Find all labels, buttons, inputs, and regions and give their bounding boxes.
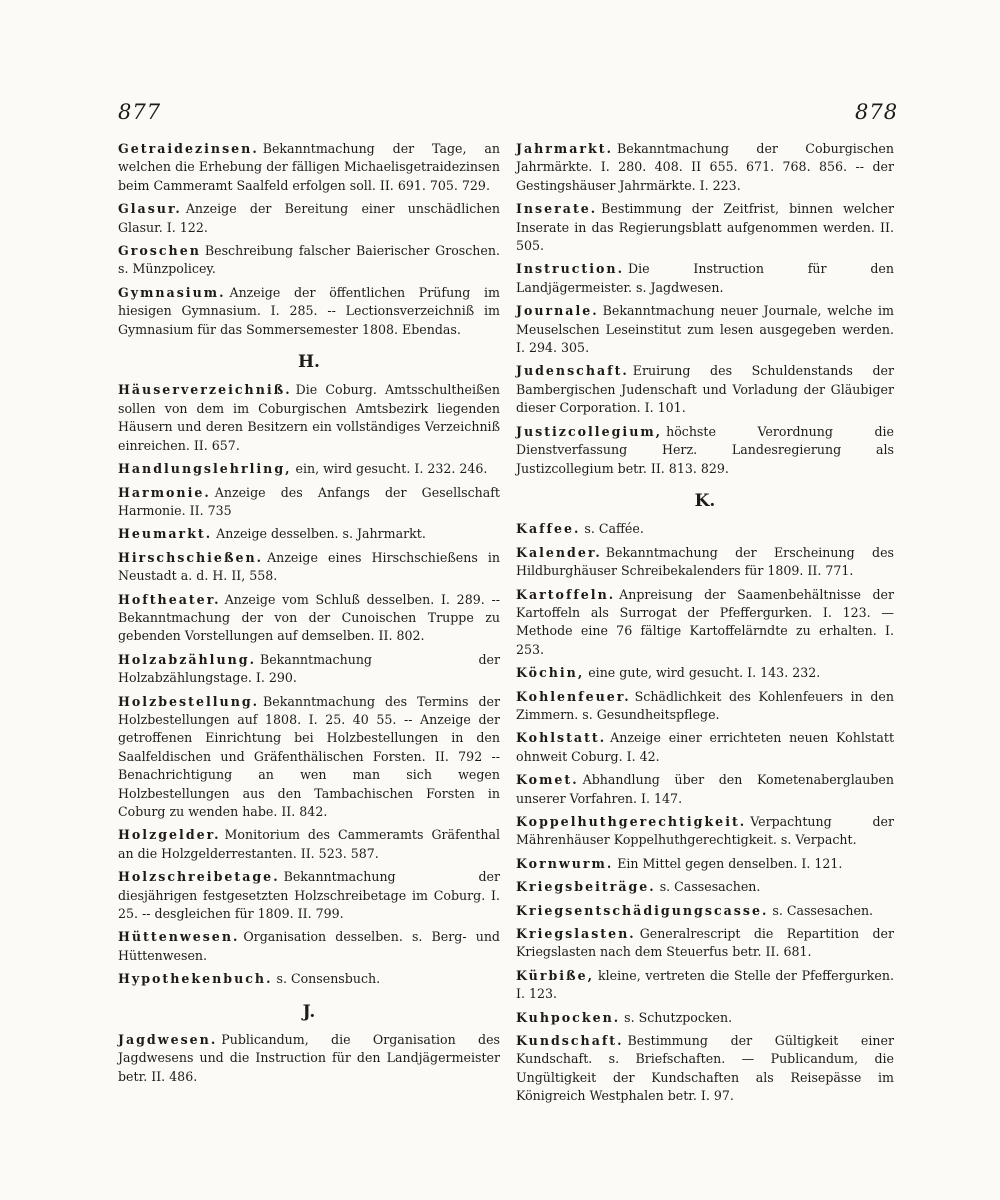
index-entry [118,140,500,195]
entry-headword: Glasur. [118,201,182,217]
index-entry [516,855,894,873]
entry-headword: Hirschschießen. [118,549,264,565]
entry-headword: Hoftheater. [118,591,221,607]
index-entry [118,928,500,965]
entry-headword: Holzabzählung. [118,651,256,667]
index-entry [516,1032,894,1106]
entry-headword: Kriegsbeiträge. [516,879,656,895]
entry-headword: Komet. [516,772,579,788]
index-entry [118,970,500,988]
entry-text: Eruirung des Schuldenstands der Bambergischen Judenschaft und Vorladung der Gläubiger dieser Corporation. I. 101. [516,363,894,416]
entry-headword: Jahrmarkt. [516,141,613,156]
entry-headword: Koppelhuthgerechtigkeit. [516,814,747,829]
index-entry [118,381,500,455]
entry-headword: Kundschaft. [516,1033,624,1049]
entry-headword: Kriegslasten. [516,926,636,942]
entry-text: Bekanntmachung der diesjährigen festgesetzten Holzschreibetage im Coburg. I. 25. -- desgleichen für 1809. II. 799. [118,869,500,922]
index-entry [118,200,500,237]
entry-text: Bestimmung der Gültigkeit einer Kundschaft. s. Briefschaften. — Publicandum, die Ungültigkeit der Kundschaften als Reisepässe im Königreich Westphalen betr. I. 97. [516,1033,894,1104]
entry-text: kleine, vertreten die Stelle der Pfeffergurken. I. 123. [516,967,894,1002]
entry-headword: Journale. [516,303,599,319]
entry-text: Anpreisung der Saamenbehältnisse der Kartoffeln als Surrogat der Pfeffergurken. I. 123. — Methode eine 76 fältige Kartoffelärndte zu erhalten. I. 253. [516,586,894,657]
entry-text: Abhandlung über den Kometenaberglauben unserer Vorfahren. I. 147. [516,772,894,806]
index-entry [118,484,500,521]
index-entry [516,544,894,581]
entry-text: Beschreibung falscher Baierischer Groschen. s. Münzpolicey. [118,243,500,277]
page-number-right: 878 [855,100,899,124]
entry-text: Die Coburg. Amtsschultheißen sollen von dem im Coburgischen Amtsbezirk liegenden Häusern und deren Besitzern ein vollständiges Verzeichniß einreichen. II. 657. [118,382,500,453]
entry-headword: Hypothekenbuch. [118,971,273,987]
entry-text: Anzeige der öffentlichen Prüfung im hiesigen Gymnasium. I. 285. -- Lectionsverzeichniß im Gymnasium für das Sommersemester 1808. Ebendas. [118,284,500,337]
entry-headword: Handlungslehrling, [118,461,292,477]
entry-text: Organisation desselben. s. Berg- und Hüttenwesen. [118,929,500,963]
entry-headword: Kohlenfeuer. [516,688,631,704]
entry-text: Bekanntmachung der Coburgischen Jahrmärkte. I. 280. 408. II 655. 671. 768. 856. -- der Gestingshäuser Jahrmärkte. I. 223. [516,141,894,193]
entry-headword: Hüttenwesen. [118,929,240,945]
entry-headword: Kalender. [516,544,602,560]
index-entry [516,878,894,896]
index-entry [118,242,500,279]
index-entry [516,302,894,357]
entry-headword: Getraidezinsen. [118,141,259,156]
entry-headword: Holzschreibetage. [118,869,280,885]
index-entry [516,902,894,920]
index-entry [118,460,500,478]
entry-headword: Köchin, [516,665,585,681]
page-number-left: 877 [118,100,162,124]
entry-headword: Kürbiße, [516,967,595,983]
index-entry [118,826,500,863]
entry-headword: Kornwurm. [516,855,614,871]
index-column-left [118,140,500,1091]
index-entry [516,813,894,850]
index-entry [118,868,500,923]
index-entry [516,520,894,538]
entry-text: Publicandum, die Organisation des Jagdwesens und die Instruction für den Landjägermeister betr. II. 486. [118,1032,500,1084]
entry-headword: Holzgelder. [118,827,221,843]
entry-text: s. Consensbuch. [276,971,381,987]
index-entry [118,1031,500,1086]
entry-text: Anzeige vom Schluß desselben. I. 289. -- Bekanntmachung der von der Cunoischen Truppe zu gebenden Vorstellungen auf demselben. II. 802. [118,591,500,644]
entry-text: Anzeige eines Hirschschießens in Neustadt a. d. H. II, 558. [118,549,500,584]
index-entry [118,651,500,688]
entry-text: Anzeige der Bereitung einer unschädlichen Glasur. I. 122. [118,201,500,235]
entry-headword: Harmonie. [118,484,211,500]
index-entry [516,362,894,417]
entry-text: höchste Verordnung die Dienstverfassung Herz. Landesregierung als Justizcollegium betr. II. 813. 829. [516,423,894,476]
entry-headword: Kriegsentschädigungscasse. [516,902,769,918]
index-entry [516,925,894,962]
entry-headword: Groschen [118,243,201,259]
entry-text: Verpachtung der Mährenhäuser Koppelhuthgerechtigkeit. s. Verpacht. [516,814,894,848]
entry-headword: Heumarkt. [118,526,213,542]
entry-text: Bekanntmachung der Erscheinung des Hildburghäuser Schreibekalenders für 1809. II. 771. [516,544,894,579]
entry-headword: Kohlstatt. [516,730,607,746]
entry-headword: Instruction. [516,261,624,277]
index-entry [516,200,894,255]
entry-text: Anzeige desselben. s. Jahrmarkt. [216,526,426,542]
entry-headword: Jagdwesen. [118,1032,218,1048]
entry-text: s. Schutzpocken. [624,1009,733,1025]
entry-text: Bestimmung der Zeitfrist, binnen welcher Inserate in das Regierungsblatt aufgenommen werden. II. 505. [516,201,894,254]
index-entry [118,549,500,586]
entry-text: Ein Mittel gegen denselben. I. 121. [617,855,843,871]
entry-headword: Holzbestellung. [118,693,260,709]
index-entry [118,284,500,339]
entry-text: Monitorium des Cammeramts Gräfenthal an die Holzgelderrestanten. II. 523. 587. [118,827,500,861]
index-entry [516,664,894,682]
entry-text: Generalrescript die Repartition der Kriegslasten nach dem Steuerfus betr. II. 681. [516,926,894,960]
entry-text: Bekanntmachung der Tage, an welchen die Erhebung der fälligen Michaelisgetraidezinsen beim Cammeramt Saalfeld erfolgen soll. II. 691. 705. 729. [118,141,500,193]
index-entry [118,591,500,646]
entry-headword: Gymnasium. [118,284,226,300]
entry-headword: Inserate. [516,201,598,217]
entry-headword: Kaffee. [516,521,581,537]
entry-text: Bekanntmachung des Termins der Holzbestellungen auf 1808. I. 25. 40 55. -- Anzeige der getroffenen Einrichtung bei Holzbestellungen in den Saalfeldischen und Gräfenthälischen Forsten. II. 792 -- Benachrichtigung an wen man sich wegen Holzbestellungen aus den Tambachischen Forsten in Coburg zu wenden habe. II. 842. [118,693,500,819]
section-letter: H. [298,352,320,373]
entry-headword: Justizcollegium, [516,423,663,439]
entry-text: s. Cassesachen. [772,902,874,918]
entry-headword: Kartoffeln. [516,586,616,602]
index-entry [516,1009,894,1027]
index-entry [118,693,500,822]
entry-headword: Judenschaft. [516,363,629,379]
index-entry [516,967,894,1004]
entry-text: Die Instruction für den Landjägermeister. s. Jagdwesen. [516,261,894,295]
index-entry [516,688,894,725]
index-entry [516,140,894,195]
entry-text: s. Caffée. [584,521,644,537]
index-entry [516,423,894,478]
index-entry [516,771,894,808]
entry-text: Anzeige des Anfangs der Gesellschaft Harmonie. II. 735 [118,484,500,518]
entry-text: eine gute, wird gesucht. I. 143. 232. [588,665,821,681]
entry-text: Bekanntmachung neuer Journale, welche im Meuselschen Leseinstitut zum lesen ausgegeben werden. I. 294. 305. [516,303,894,356]
entry-headword: Häuserverzeichniß. [118,382,292,398]
section-letter: K. [694,490,716,511]
entry-text: Schädlichkeit des Kohlenfeuers in den Zimmern. s. Gesundheitspflege. [516,688,894,722]
index-entry [118,525,500,543]
section-letter: J. [302,1001,316,1022]
entry-headword: Kuhpocken. [516,1009,621,1025]
entry-text: Anzeige einer errichteten neuen Kohlstatt ohnweit Coburg. I. 42. [516,730,894,764]
index-entry [516,729,894,766]
entry-text: ein, wird gesucht. I. 232. 246. [295,461,488,477]
entry-text: Bekanntmachung der Holzabzählungstage. I. 290. [118,651,500,686]
index-column-right [516,140,894,1111]
index-entry [516,586,894,660]
index-entry [516,260,894,297]
entry-text: s. Cassesachen. [659,879,761,895]
